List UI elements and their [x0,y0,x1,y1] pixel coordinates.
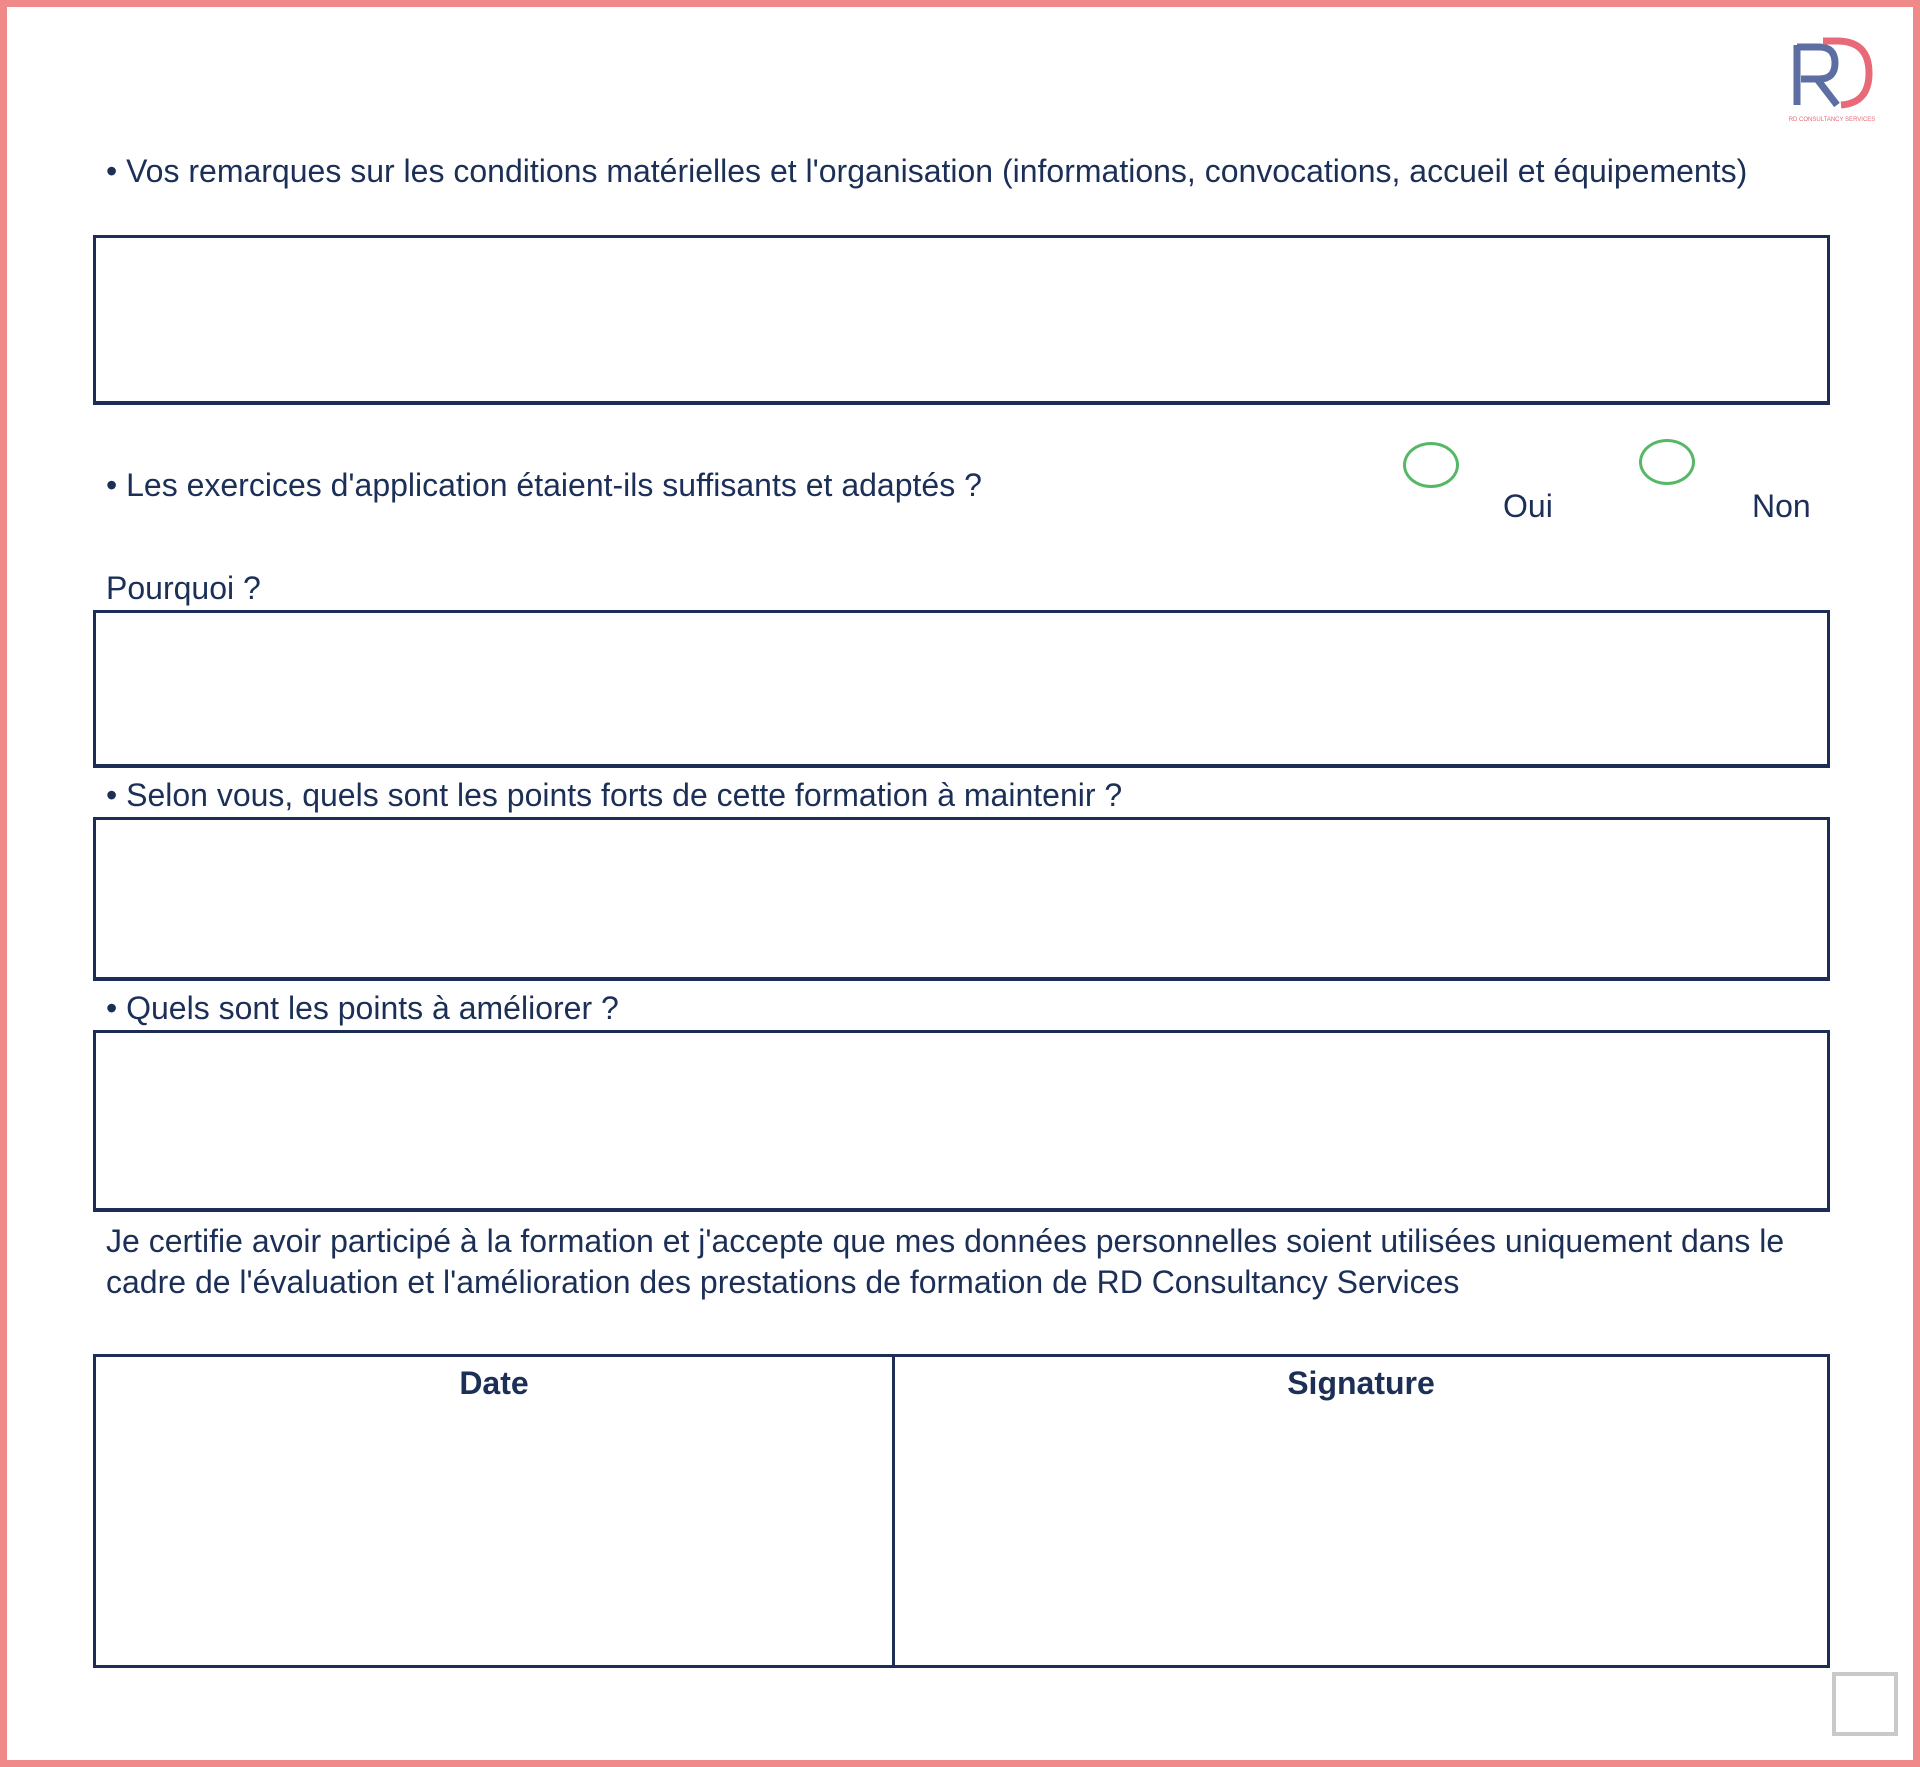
radio-oui[interactable] [1403,442,1459,488]
why-textarea[interactable] [93,610,1830,768]
certification-statement: Je certifie avoir participé à la formation et j'accepte que mes données personnelles soient utilisées uniquement dans le cadre de l'évaluation et l'amélioration des prestations de formation de RD Consultancy Services [106,1223,1785,1300]
question-material-conditions: • Vos remarques sur les conditions matérielles et l'organisation (informations, convocations, accueil et équipements) [106,153,1748,189]
question-exercises: • Les exercices d'application étaient-ils suffisants et adaptés ? [106,467,982,503]
svg-text:RD CONSULTANCY SERVICES: RD CONSULTANCY SERVICES [1789,117,1875,123]
date-cell[interactable] [96,1357,895,1665]
radio-non-label: Non [1752,488,1811,524]
signature-header: Signature [1287,1365,1435,1401]
corner-checkbox[interactable] [1832,1672,1898,1736]
material-conditions-textarea[interactable] [93,235,1830,405]
question-strengths: • Selon vous, quels sont les points forts de cette formation à maintenir ? [106,777,1123,813]
signature-table [93,1354,1830,1668]
question-why: Pourquoi ? [106,570,261,606]
rd-logo [1789,35,1875,127]
improve-textarea[interactable] [93,1030,1830,1212]
strengths-textarea[interactable] [93,817,1830,981]
date-header: Date [459,1365,529,1401]
radio-non[interactable] [1639,439,1695,485]
radio-oui-label: Oui [1503,488,1553,524]
signature-cell[interactable] [895,1357,1827,1665]
question-improve: • Quels sont les points à améliorer ? [106,990,619,1026]
